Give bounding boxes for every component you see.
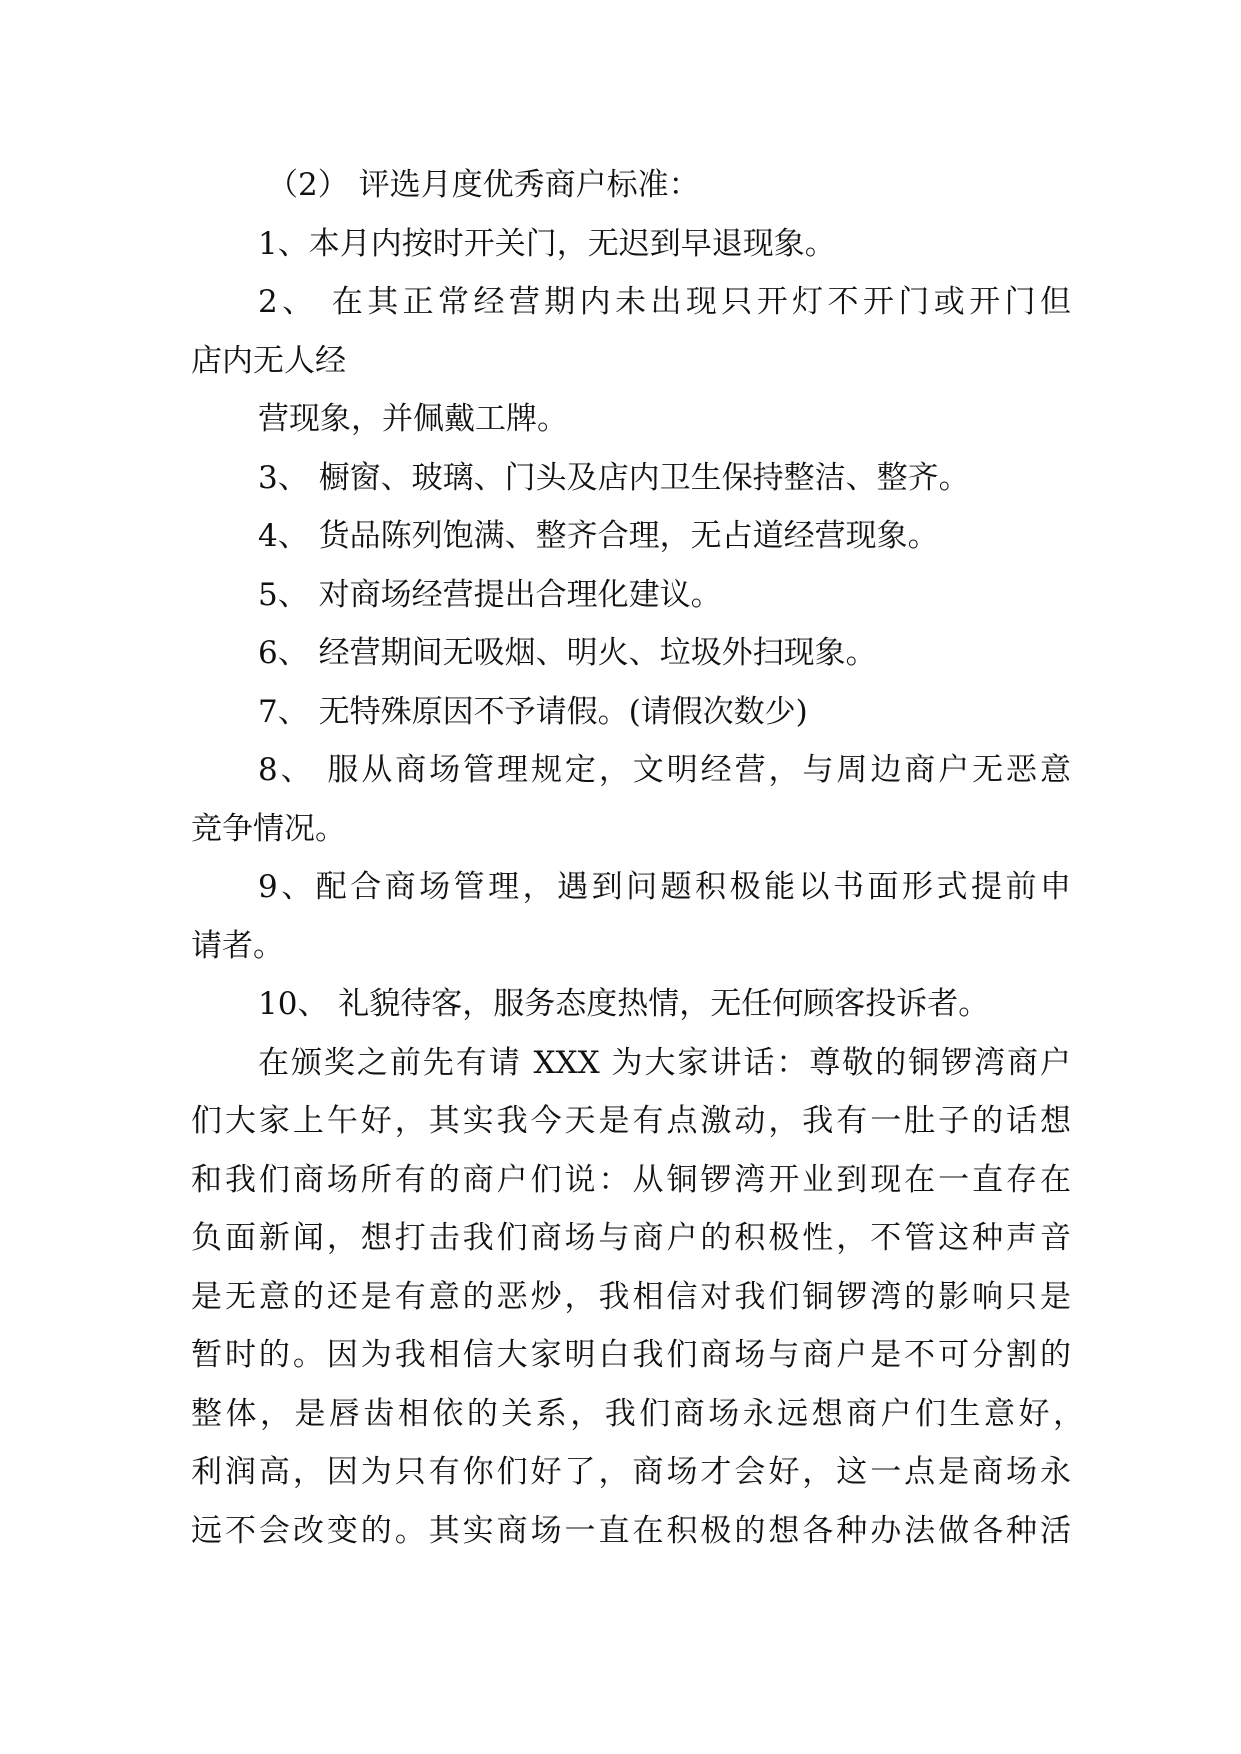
criterion-8-continued: 竞争情况。	[191, 811, 346, 847]
criterion-4: 4、 货品陈列饱满、整齐合理，无占道经营现象。	[258, 518, 939, 554]
criterion-8: 8、 服从商场管理规定，文明经营，与周边商户无恶意	[258, 752, 1071, 788]
section-heading: （2） 评选月度优秀商户标准：	[267, 167, 700, 203]
speech-paragraph-line: 们大家上午好，其实我今天是有点激动，我有一肚子的话想	[191, 1103, 1071, 1139]
criterion-7: 7、 无特殊原因不予请假。(请假次数少)	[258, 694, 808, 730]
criterion-9: 9、配合商场管理，遇到问题积极能以书面形式提前申	[258, 869, 1071, 905]
speech-paragraph-line: 暂时的。因为我相信大家明白我们商场与商户是不可分割的	[191, 1337, 1071, 1373]
criterion-5: 5、 对商场经营提出合理化建议。	[258, 577, 722, 613]
criterion-2: 2、 在其正常经营期内未出现只开灯不开门或开门但	[258, 284, 1071, 320]
speech-paragraph-line: 和我们商场所有的商户们说：从铜锣湾开业到现在一直存在	[191, 1162, 1071, 1198]
criterion-2-continued: 营现象，并佩戴工牌。	[258, 401, 568, 437]
speech-paragraph-line: 负面新闻，想打击我们商场与商户的积极性，不管这种声音	[191, 1220, 1071, 1256]
criterion-2-continued: 店内无人经	[191, 343, 346, 379]
criterion-6: 6、 经营期间无吸烟、明火、垃圾外扫现象。	[258, 635, 877, 671]
speech-paragraph-line: 整体，是唇齿相依的关系，我们商场永远想商户们生意好，	[191, 1396, 1084, 1432]
criterion-3: 3、 橱窗、玻璃、门头及店内卫生保持整洁、整齐。	[258, 460, 970, 496]
criterion-9-continued: 请者。	[191, 928, 284, 964]
criterion-10: 10、 礼貌待客，服务态度热情，无任何顾客投诉者。	[258, 986, 990, 1022]
speech-paragraph-line: 是无意的还是有意的恶炒，我相信对我们铜锣湾的影响只是	[191, 1279, 1071, 1315]
criterion-1: 1、本月内按时开关门，无迟到早退现象。	[258, 226, 836, 262]
speech-paragraph-line: 远不会改变的。其实商场一直在积极的想各种办法做各种活	[191, 1513, 1071, 1549]
speech-paragraph-line: 在颁奖之前先有请 XXX 为大家讲话：尊敬的铜锣湾商户	[258, 1045, 1071, 1081]
speech-paragraph-line: 利润高，因为只有你们好了，商场才会好，这一点是商场永	[191, 1454, 1071, 1490]
